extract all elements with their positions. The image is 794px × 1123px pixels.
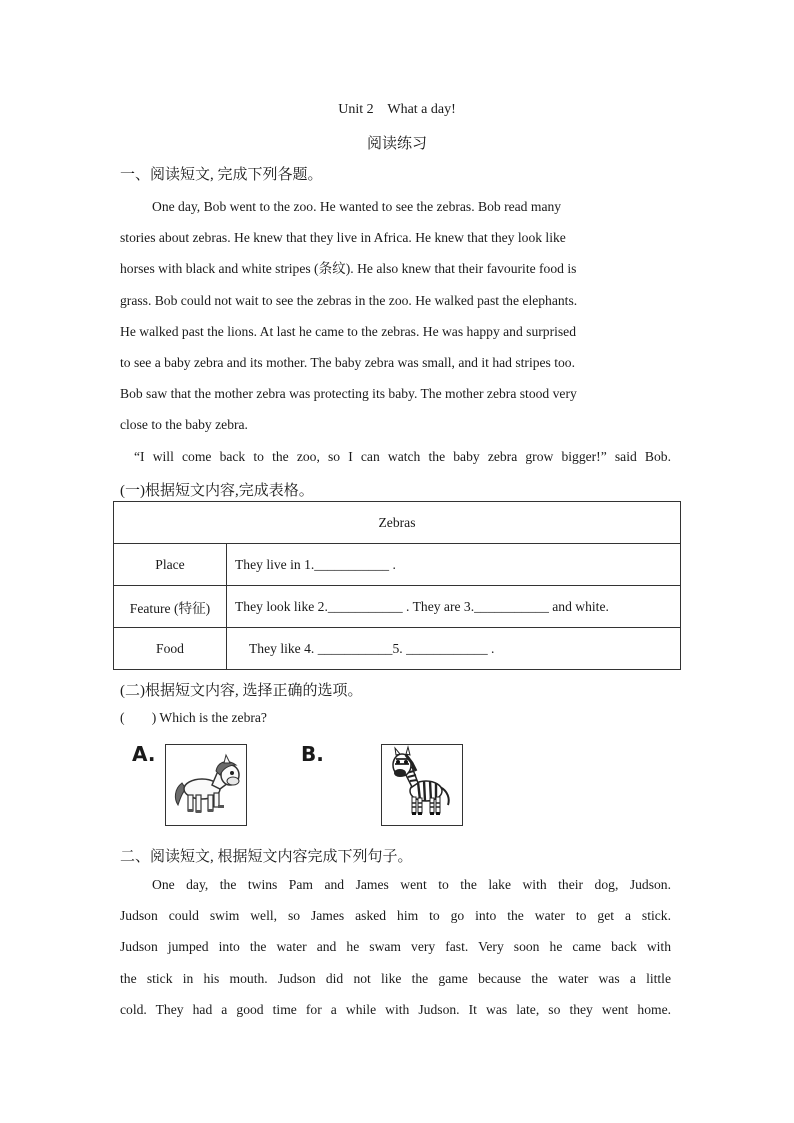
option-a-label[interactable]: A. <box>132 742 156 766</box>
part1-heading: (一)根据短文内容,完成表格。 <box>120 483 314 499</box>
row-label: Food <box>114 628 227 670</box>
page-title: Unit 2 What a day! <box>338 102 456 117</box>
page-subtitle: 阅读练习 <box>366 136 427 152</box>
section1-heading: 一、阅读短文, 完成下列各题。 <box>120 167 323 183</box>
passage-line: He walked past the lions. At last he came to the zebras. He was happy and surprised <box>120 323 577 339</box>
horse-icon <box>166 745 246 825</box>
passage-line: Bob saw that the mother zebra was protecting its baby. The mother zebra stood very <box>120 386 577 402</box>
table-header-row <box>114 502 681 544</box>
passage-line: horses with black and white stripes (条纹). He also knew that their favourite food is <box>120 261 577 277</box>
row-content[interactable]: They like 4. ___________5. ____________ . <box>227 628 681 670</box>
section1-passage <box>120 191 671 441</box>
passage-line: stories about zebras. He knew that they live in Africa. He knew that they look like <box>120 230 566 246</box>
table-row <box>114 544 681 586</box>
passage-line: One day, the twins Pam and James went to the lake with their dog, Judson. <box>152 877 671 892</box>
table-row <box>114 628 681 670</box>
part2-heading: (二)根据短文内容, 选择正确的选项。 <box>120 683 363 699</box>
zebra-picture[interactable] <box>381 744 463 826</box>
passage-line: Judson jumped into the water and he swam very fast. Very soon he came back with <box>120 939 671 955</box>
option-b-label[interactable]: B. <box>301 742 324 766</box>
table-header: Zebras <box>114 502 681 544</box>
zebra-question: ( ) Which is the zebra? <box>120 710 267 725</box>
zebra-table <box>113 501 681 670</box>
quote-text: “I will come back to the zoo, so I can watch the baby zebra grow bigger!” said Bob. <box>134 449 671 464</box>
row-label: Feature (特征) <box>114 586 227 628</box>
passage-line: cold. They had a good time for a while with Judson. It was late, so they went home. <box>120 1001 671 1017</box>
section2-passage <box>120 869 671 1025</box>
table-row <box>114 586 681 628</box>
passage-line: close to the baby zebra. <box>120 417 248 433</box>
passage-line: to see a baby zebra and its mother. The baby zebra was small, and it had stripes too. <box>120 354 576 370</box>
row-content[interactable]: They live in 1.___________ . <box>227 544 681 586</box>
zebra-icon <box>382 745 462 825</box>
horse-picture[interactable] <box>165 744 247 826</box>
row-content[interactable]: They look like 2.___________ . They are 3.___________ and white. <box>227 586 681 628</box>
passage-line: One day, Bob went to the zoo. He wanted to see the zebras. Bob read many <box>152 199 562 214</box>
passage-line: grass. Bob could not wait to see the zebras in the zoo. He walked past the elephants. <box>120 292 578 308</box>
section2-heading: 二、阅读短文, 根据短文内容完成下列句子。 <box>120 849 413 865</box>
passage-line: Judson could swim well, so James asked him to go into the water to get a stick. <box>120 908 671 924</box>
passage-line: the stick in his mouth. Judson did not like the game because the water was a little <box>120 970 671 986</box>
quote-line <box>134 441 671 472</box>
row-label: Place <box>114 544 227 586</box>
